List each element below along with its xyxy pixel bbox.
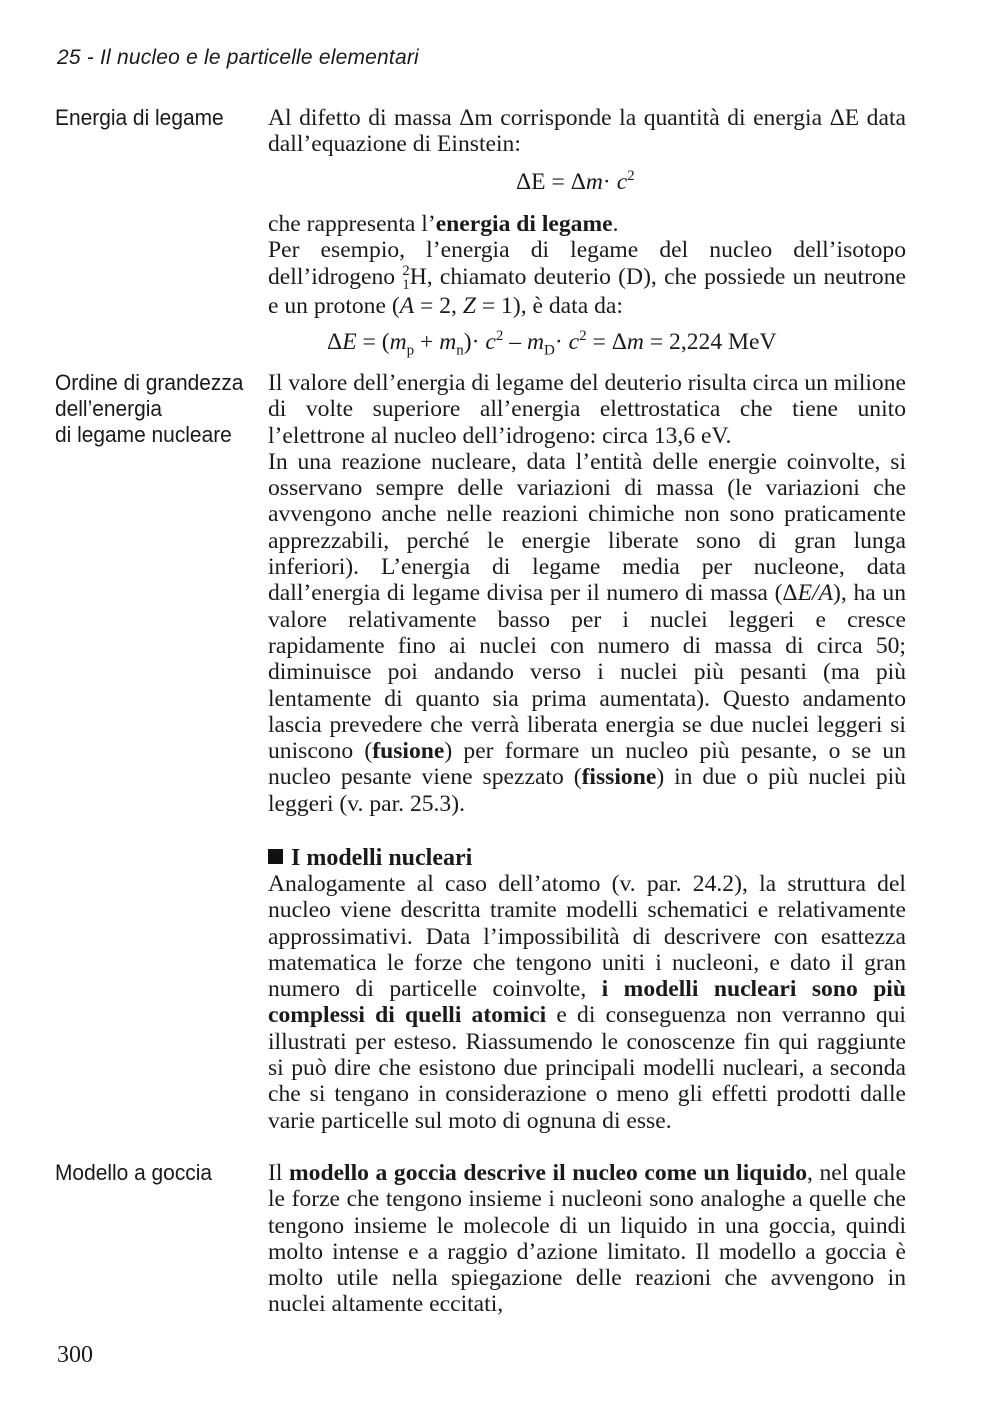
margin-label-line: Ordine di grandezza — [55, 370, 244, 395]
term-binding-energy: energia di legame — [435, 211, 613, 237]
term-fission: fissione — [581, 764, 657, 791]
page-number: 300 — [57, 1342, 93, 1368]
paragraph: In una reazione nucleare, data l’entità delle energie coinvolte, si osservano sempre delle variazioni di massa (le variazioni che avvengono anche nelle reazioni chimiche non sono praticamente apprezzabili, perché le energie liberate sono di gran lunga inferiori). L’energia di legame media per nucleone, data dall’energia di legame divisa per il numero di massa (ΔE/A), ha un valore relativamente basso per i nuclei leggeri e cresce rapidamente fino ai nuclei con numero di massa di circa 50; diminuisce poi andando verso i nuclei più pesanti (ma più lentamente di quanto sia prima aumentata). Questo andamento lascia prevedere che verrà liberata energia se due nuclei leggeri si uniscono (fusione) per formare un nucleo più pesante, o se un nucleo pesante viene spezzato (fissione) in due o più nuclei più leggeri (v. par. 25.3). — [268, 448, 907, 817]
drop-model-text: Il modello a goccia descrive il nucleo come un liquido, nel quale le forze che tengono insieme i nucleoni sono analoghe a quelle che tengono insieme le molecole di un liquido in una goccia, quindi molto intense e a raggio d’azione limitato. Il modello a goccia è molto utile nella spiegazione delle reazioni che avvengono in nuclei altamente eccitati, — [268, 1160, 906, 1318]
term-nuclear-models: i modelli nucleari sono più complessi di quelli atomici — [268, 976, 906, 1029]
margin-label-drop-model: Modello a goccia — [55, 1160, 213, 1185]
isotope-notation: 2 1 — [402, 262, 410, 293]
order-of-magnitude-text — [268, 370, 906, 817]
binding-energy-intro: Al difetto di massa Δm corrisponde la quantità di energia ΔE data dall’equazione di Einstein: — [268, 105, 906, 158]
term-fusion: fusione — [372, 738, 445, 765]
margin-label-line: di legame nucleare — [55, 422, 232, 447]
margin-label-binding-energy: Energia di legame — [55, 105, 224, 130]
nuclear-models-text: Analogamente al caso dell’atomo (v. par. 24.2), la struttura del nucleo viene descritta tramite modelli schematici e relativamente approssimativi. Data l’impossibilità di descrivere con esattezza matematica le forze che tengono uniti i nucleoni, e dato il gran numero di particelle coinvolte, i modelli nucleari sono più complessi di quelli atomici e di conseguenza non verranno qui illustrati per esteso. Riassumendo le conoscenze fin qui raggiunte si può dire che esistono due principali modelli nucleari, a seconda che si tengano in considerazione o meno gli effetti prodotti dalle varie particelle sul moto di ognuna di esse. — [268, 871, 906, 1134]
section-heading: I modelli nucleari — [268, 845, 472, 872]
margin-label-line: dell’energia — [55, 396, 163, 421]
running-header: 25 - Il nucleo e le particelle elementari — [57, 46, 419, 69]
deuterium-binding-equation: $\Delta E = (m_p + m_n)\cdot c^2 - m_D\cdot c^2 = \Delta m = 2,224$ MeV — [327, 328, 777, 359]
einstein-equation: $\Delta E = \Delta m\cdot c^2$ — [516, 168, 635, 195]
margin-label-order-of-magnitude — [55, 370, 246, 448]
binding-energy-example: che rappresenta l’energia di legame. Per esempio, l’energia di legame del nucleo dell’isotopo dell’idrogeno 2 1 H, chiamato deuterio (D), che possiede un neutrone e un protone (A = 2, Z = 1), è data da: — [268, 211, 906, 319]
square-bullet-icon — [268, 849, 283, 864]
term-drop-model: modello a goccia descrive il nucleo come un liquido — [289, 1160, 807, 1186]
paragraph: Il valore dell’energia di legame del deuterio risulta circa un milione di volte superiore all’energia elettrostatica che tiene unito l’elettrone al nucleo dell’idrogeno: circa 13,6 eV. — [268, 370, 906, 449]
